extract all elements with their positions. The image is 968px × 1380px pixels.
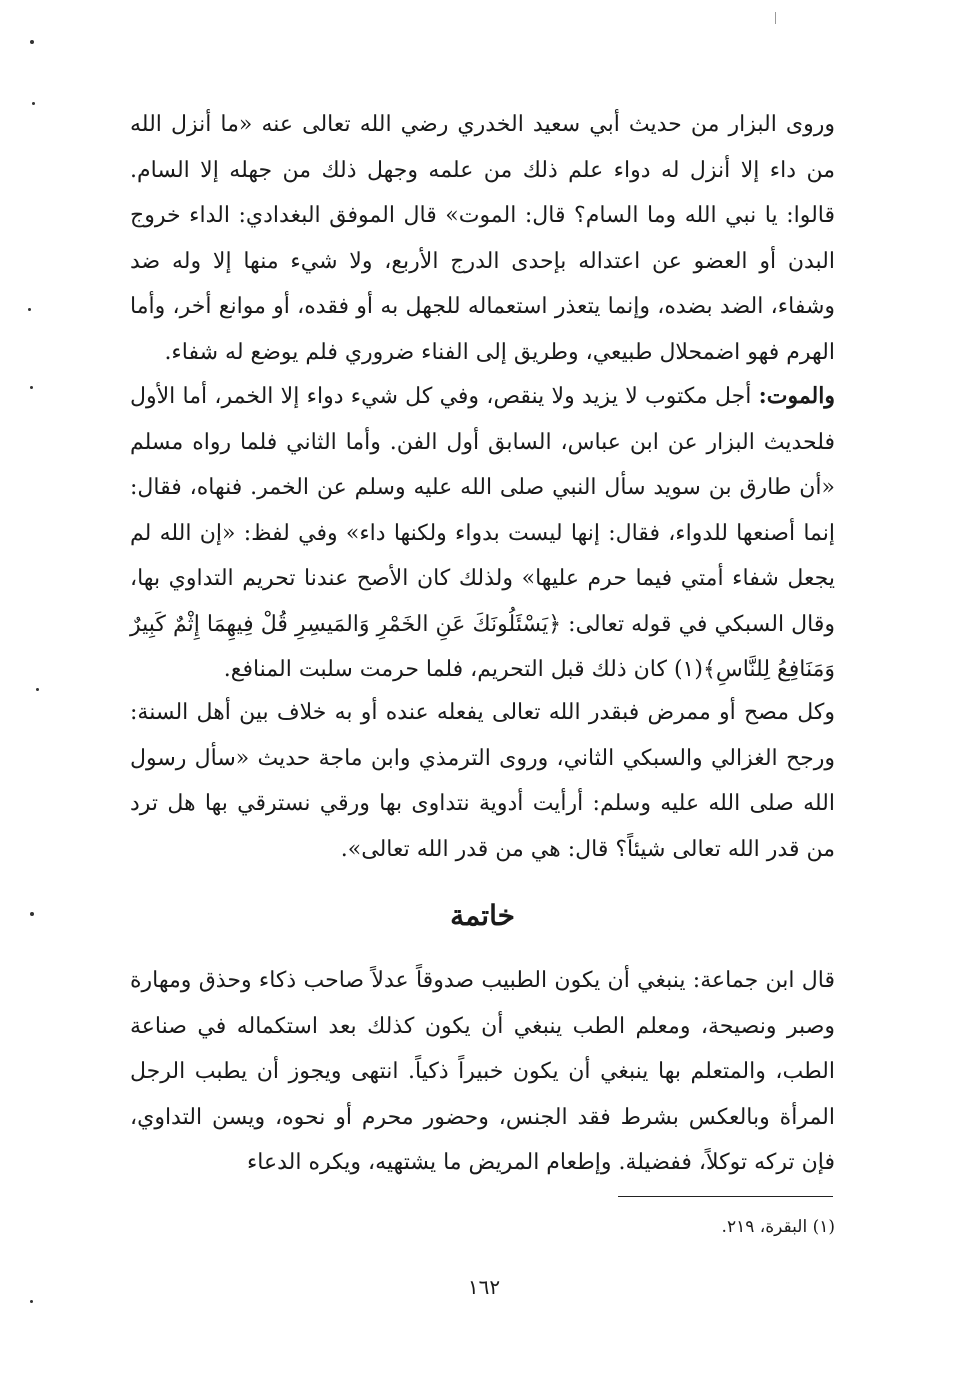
- paragraph-2-body: [130, 374, 835, 693]
- scan-speck: [28, 308, 31, 311]
- scan-speck: [30, 386, 33, 389]
- paragraph-1-text: وروى البزار من حديث أبي سعيد الخدري رضي الله تعالى عنه «ما أنزل الله من داء إلا أنزل له دواء علم ذلك من علمه وجهل ذلك من جهله إلا السام. قالوا: يا نبي الله وما السام؟ قال: الموت» قال الموفق البغدادي: الداء خروج البدن أو العضو عن اعتداله بإحدى الدرج الأربع، ولا شيء منها إلا وله ضد وشفاء، الضد بضده، وإنما يتعذر استعماله للجهل به أو فقده، أو موانع أخر، وأما الهرم فهو اضمحلال طبيعي، وطريق إلى الفناء ضروري فلم يوضع له شفاء.: [130, 112, 836, 365]
- footnote: (١) البقرة، ٢١٩.: [721, 1217, 835, 1237]
- paragraph-3: [130, 690, 835, 872]
- paragraph-1: [130, 102, 835, 375]
- paragraph-4-text: قال ابن جماعة: ينبغي أن يكون الطبيب صدوقاً عدلاً صاحب ذكاء وحذق ومهارة وصبر ونصيحة، ومعلم الطب ينبغي أن يكون كذلك بعد استكماله في صناعة الطب، والمتعلم بها ينبغي أن يكون خبيراً ذكياً. انتهى ويجوز أن يطبب الرجل المرأة وبالعكس بشرط فقد الجنس، وحضور محرم أو نحوه، ويسن التداوي، فإن تركه توكلاً، ففضيلة. وإطعام المريض ما يشتهيه، ويكره الدعاء: [130, 968, 835, 1175]
- scan-speck: [30, 912, 34, 916]
- paragraph-3-text: وكل مصح أو ممرض فبقدر الله تعالى يفعله عنده أو به خلاف بين أهل السنة: ورجح الغزالي والسبكي الثاني، وروى الترمذي وابن ماجة حديث «سأل رسول الله صلى الله عليه وسلم: أرأيت أدوية نتداوى بها ورقي نسترقي بها هل ترد من قدر الله تعالى شيئاً؟ قال: هي من قدر الله تعالى».: [130, 700, 836, 862]
- scan-speck: [36, 688, 39, 691]
- footnote-divider: [618, 1196, 833, 1197]
- scan-speck: [30, 40, 34, 44]
- paragraph-2-lead: والموت:: [758, 383, 835, 409]
- section-heading: خاتمة: [450, 899, 515, 932]
- paragraph-4: [130, 958, 835, 1186]
- scan-speck: [30, 1300, 33, 1303]
- scan-speck: [32, 102, 35, 105]
- paragraph-2-text: أجل مكتوب لا يزيد ولا ينقص، وفي كل شيء دواء إلا الخمر، أما الأول فلحديث البزار عن ابن عباس، السابق أول الفن. وأما الثاني فلما رواه مسلم «أن طارق بن سويد سأل النبي صلى الله عليه وسلم عن الخمر. فنهاه، فقال: إنما أصنعها للدواء، فقال: إنها ليست بدواء ولكنها داء» وفي لفظ: «إن الله لم يجعل شفاء أمتي فيما حرم عليها» ولذلك كان الأصح عندنا تحريم التداوي بها، وقال السبكي في قوله تعالى: ﴿يَسْئَلُونَكَ عَنِ الخَمْرِ وَالمَيسِرِ قُلْ فِيهِمَا إِثْمٌ كَبِيرٌ وَمَنَافِعُ لِلنَّاسِ﴾(١) كان ذلك قبل التحريم، فلما حرمت سلبت المنافع.: [130, 384, 835, 682]
- page-number: ١٦٢: [467, 1275, 501, 1299]
- paragraph-2: [130, 374, 835, 693]
- scan-mark-top: [775, 12, 776, 24]
